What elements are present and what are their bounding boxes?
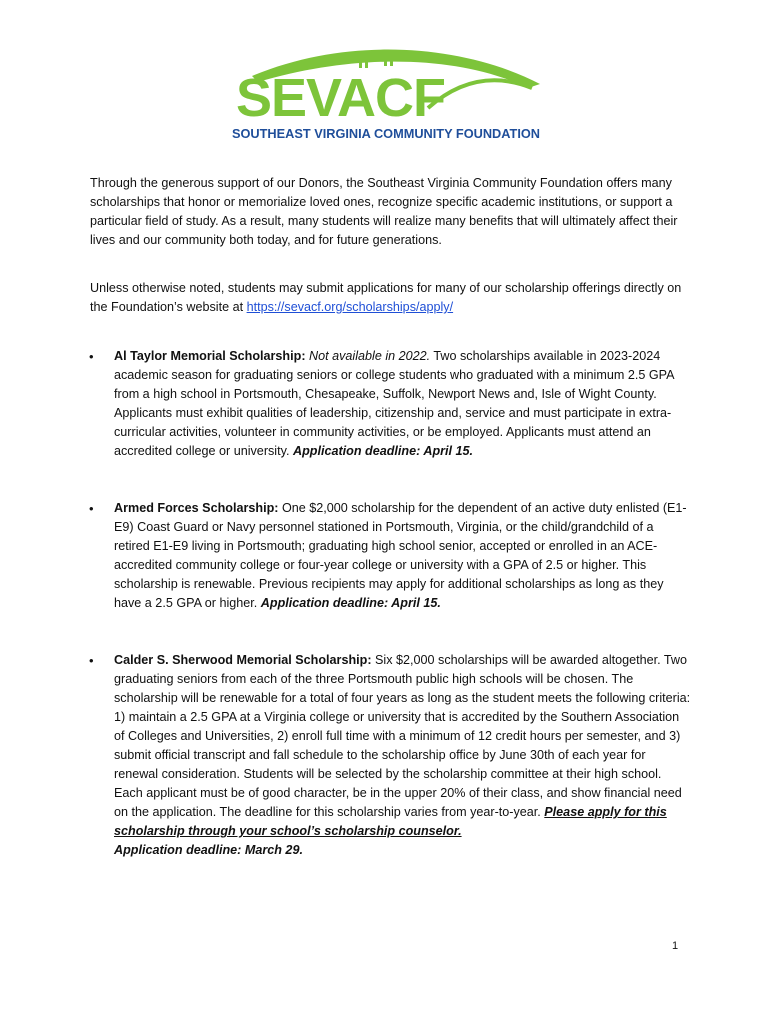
tower-left-shape bbox=[359, 56, 362, 68]
scholarship-deadline: Application deadline: April 15. bbox=[260, 596, 441, 610]
scholarship-body: Two scholarships available in 2023-2024 academic season for graduating seniors or college students who graduated with a minimum 2.5 GPA from a high school in Portsmouth, Chesapeake, Suffolk, Newport News and, Isle of Wight County. Applicants must exhibit qualities of leadership, citizenship and, service and must participate in extra-curricular activities, volunteer in community activities, or be employed. Applicants must attend an accredited college or university. bbox=[114, 349, 674, 458]
tower-right2-shape bbox=[390, 54, 393, 66]
apply-paragraph-text: Unless otherwise noted, students may submit applications for many of our scholarship offerings directly on the Foundation’s website at bbox=[90, 281, 682, 314]
tower-right-shape bbox=[384, 54, 387, 66]
logo-subtitle: SOUTHEAST VIRGINIA COMMUNITY FOUNDATION bbox=[232, 126, 540, 141]
tower-left2-shape bbox=[365, 56, 368, 68]
scholarship-note: Not available in 2022. bbox=[309, 349, 431, 363]
logo-wordmark: SEVACF bbox=[236, 68, 446, 128]
apply-link[interactable]: https://sevacf.org/scholarships/apply/ bbox=[246, 300, 454, 314]
apply-paragraph bbox=[90, 279, 690, 317]
scholarship-apply-note: Please apply for this scholarship through your school’s scholarship counselor. bbox=[114, 805, 667, 838]
scholarship-deadline: Application deadline: March 29. bbox=[114, 843, 303, 857]
scholarship-body: Six $2,000 scholarships will be awarded altogether. Two graduating seniors from each of the three Portsmouth public high schools will be chosen. The scholarship will be renewable for a total of four years as long as the student meets the following criteria: 1) maintain a 2.5 GPA at a Virginia college or university that is accredited by the Southern Association of Colleges and Universities, 2) enroll full time with a minimum of 12 credit hours per semester, and 3) submit official transcript and fall schedule to the scholarship office by June 30th of each year for renewal consideration. Students will be selected by the scholarship committee at their high school. Each applicant must be of good character, be in the upper 20% of their class, and show financial need on the application. The deadline for this scholarship varies from year-to-year. bbox=[114, 653, 691, 819]
svg-text:SOUTHEAST VIRGINIA COMMUNITY F bbox=[232, 126, 540, 141]
scholarship-name: Al Taylor Memorial Scholarship: bbox=[114, 349, 306, 363]
scholarship-deadline: Application deadline: April 15. bbox=[292, 444, 474, 458]
bullet-icon: • bbox=[89, 501, 94, 516]
scholarship-name: Armed Forces Scholarship: bbox=[114, 501, 279, 515]
page-number: 1 bbox=[672, 940, 679, 952]
scholarship-name: Calder S. Sherwood Memorial Scholarship: bbox=[114, 653, 372, 667]
sevacf-logo-graphic bbox=[232, 48, 544, 144]
scholarship-body: One $2,000 scholarship for the dependent of an active duty enlisted (E1-E9) Coast Guard or Navy personnel stationed in Portsmouth, Virginia, or the child/grandchild of a retired E1-E9 living in Portsmouth; graduating high school senior, accepted or enrolled in an ACE-accredited community college or four-year college or university with a GPA of 2.5 or higher. This scholarship is renewable. Previous recipients may apply for additional scholarships as long as they have a 2.5 GPA or higher. bbox=[114, 501, 687, 610]
scholarship-armed-forces bbox=[114, 499, 692, 613]
svg-text:SEVACF bbox=[236, 68, 445, 128]
sevacf-logo bbox=[232, 48, 544, 144]
scholarship-al-taylor bbox=[114, 347, 692, 461]
intro-paragraph: Through the generous support of our Donors, the Southeast Virginia Community Foundation offers many scholarships that honor or memorialize loved ones, recognize specific academic institutions, or support a particular field of study. As a result, many students will realize many benefits that will ultimately affect their lives and our community both today, and for future generations. bbox=[90, 176, 678, 247]
bullet-icon: • bbox=[89, 653, 94, 668]
bullet-icon: • bbox=[89, 349, 94, 364]
scholarship-calder-sherwood bbox=[114, 651, 692, 860]
